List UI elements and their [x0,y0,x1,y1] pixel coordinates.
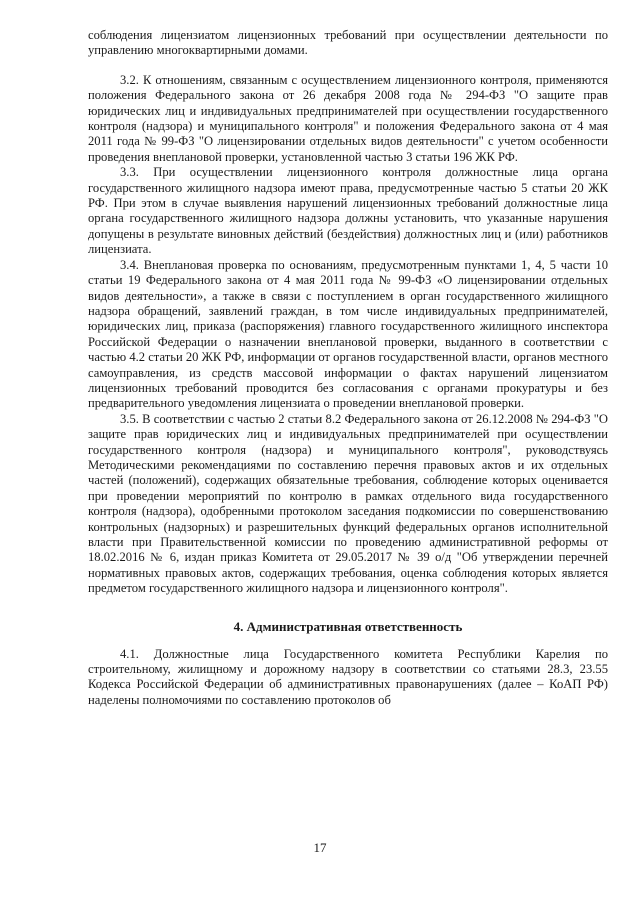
paragraph-3-2: 3.2. К отношениям, связанным с осуществлением лицензионного контроля, применяются положения Федерального закона от 26 декабря 2008 года № 294-ФЗ "О защите прав юридических лиц и индивидуальных предпринимателей при осуществлении государственного контроля (надзора) и муниципального контроля" и положения Федерального закона от 4 мая 2011 года № 99-ФЗ "О лицензировании отдельных видов деятельности" с учетом особенности проведения внеплановой проверки, установленной частью 3 статьи 196 ЖК РФ. [88,72,608,164]
section-heading: 4. Административная ответственность [233,618,463,634]
page-number: 17 [313,840,327,855]
paragraph-3-4: 3.4. Внеплановая проверка по основаниям, предусмотренным пунктами 1, 4, 5 части 10 статьи 19 Федерального закона от 4 мая 2011 года № 99-ФЗ «О лицензировании отдельных видов деятельности», а также в связи с поступлением в орган государственного жилищного надзора обращений, заявлений граждан, в том числе индивидуальных предпринимателей, юридических лиц, приказа (распоряжения) главного государственного жилищного инспектора Российской Федерации о назначении внеплановой проверки, выданного в соответствии с частью 4.2 статьи 20 ЖК РФ, информации от органов государственной власти, органов местного самоуправления, из средств массовой информации о фактах нарушений лицензиатом лицензионных требований проводится без согласования с органами прокуратуры и без предварительного уведомления лицензиата о проведении внеплановой проверки. [88,257,608,411]
paragraph-3-3: 3.3. При осуществлении лицензионного контроля должностные лица органа государственного жилищного надзора имеют права, предусмотренные частью 5 статьи 20 ЖК РФ. При этом в случае выявления нарушений лицензионных требований должностные лица органа государственного жилищного надзора должны установить, что указанные нарушения допущены в результате виновных действий (бездействия) должностных лиц и (или) работников лицензиата. [88,165,608,257]
paragraph-3-5: 3.5. В соответствии с частью 2 статьи 8.2 Федерального закона от 26.12.2008 № 294-ФЗ "О защите прав юридических лиц и индивидуальных предпринимателей при осуществлении государственного контроля (надзора) и муниципального контроля", руководствуясь Методическими рекомендациями по составлению перечня правовых актов и их отдельных частей (положений), содержащих обязательные требования, соблюдение которых оценивается при проведении мероприятий по контролю в рамках отдельного вида государственного контроля (надзора), одобренными протоколом заседания подкомиссии по совершенствованию контрольных (надзорных) и разрешительных функций федеральных органов исполнительной власти при Правительственной комиссии по проведению административной реформы от 18.02.2016 № 6, издан приказ Комитета от 29.05.2017 № 39 о/д "Об утверждении перечней нормативных правовых актов, содержащих требования, оценка соблюдения которых является предметом государственного жилищного надзора и лицензионного контроля". [88,411,608,596]
paragraph-intro-continuation: соблюдения лицензиатом лицензионных требований при осуществлении деятельности по управлению многоквартирными домами. [88,28,608,58]
paragraph-4-1: 4.1. Должностные лица Государственного комитета Республики Карелия по строительному, жилищному и дорожному надзору в соответствии со статьями 28.3, 23.55 Кодекса Российской Федерации об административных правонарушениях (далее – КоАП РФ) наделены полномочиями по составлению протоколов об [88,646,608,707]
